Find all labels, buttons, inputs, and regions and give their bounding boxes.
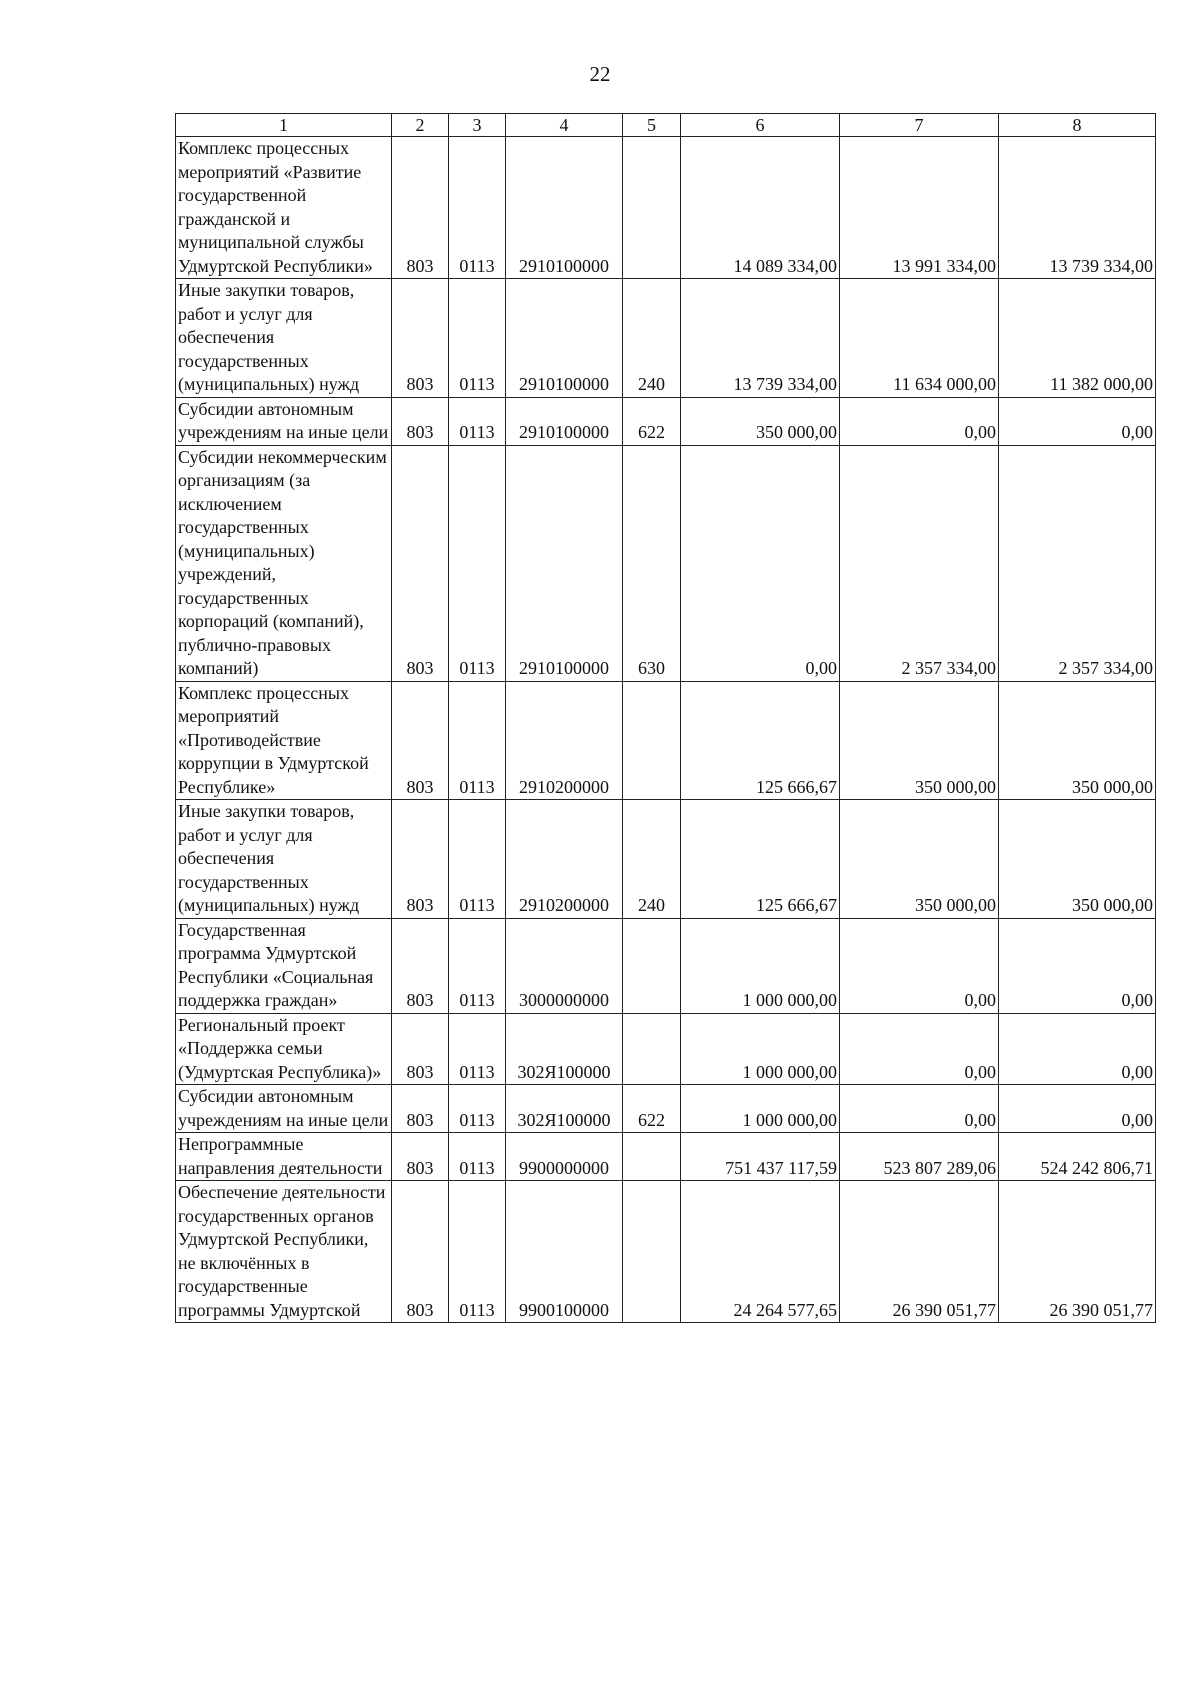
column-header-2: 2 xyxy=(392,114,449,137)
section-code-cell: 0113 xyxy=(449,1181,506,1323)
expense-type-cell: 240 xyxy=(623,279,681,398)
expense-type-cell xyxy=(623,1181,681,1323)
target-article-cell: 3000000000 xyxy=(506,918,623,1013)
target-article-cell: 2910100000 xyxy=(506,137,623,279)
target-article-cell: 302Я100000 xyxy=(506,1085,623,1133)
amount-col7-cell: 11 634 000,00 xyxy=(840,279,999,398)
amount-col8-cell: 350 000,00 xyxy=(999,681,1156,800)
amount-col8-cell: 11 382 000,00 xyxy=(999,279,1156,398)
column-header-7: 7 xyxy=(840,114,999,137)
target-article-cell: 302Я100000 xyxy=(506,1013,623,1085)
expense-type-cell xyxy=(623,1133,681,1181)
amount-col8-cell: 0,00 xyxy=(999,1013,1156,1085)
amount-col8-cell: 13 739 334,00 xyxy=(999,137,1156,279)
amount-col8-cell: 26 390 051,77 xyxy=(999,1181,1156,1323)
expense-type-cell: 622 xyxy=(623,1085,681,1133)
ved-code-cell: 803 xyxy=(392,445,449,681)
target-article-cell: 9900100000 xyxy=(506,1181,623,1323)
column-header-4: 4 xyxy=(506,114,623,137)
table-row xyxy=(176,800,1156,919)
amount-col6-cell: 1 000 000,00 xyxy=(681,1013,840,1085)
target-article-cell: 2910200000 xyxy=(506,681,623,800)
page-number: 22 xyxy=(589,62,611,86)
ved-code-cell: 803 xyxy=(392,1181,449,1323)
row-name-cell: Обеспечение деятельности государственных органов Удмуртской Республики, не включённых в государственные программы Удмуртской xyxy=(176,1181,392,1323)
table-row xyxy=(176,137,1156,279)
table-row xyxy=(176,681,1156,800)
table-body xyxy=(176,137,1156,1323)
table-row xyxy=(176,1181,1156,1323)
header-row xyxy=(176,114,1156,137)
amount-col7-cell: 0,00 xyxy=(840,918,999,1013)
ved-code-cell: 803 xyxy=(392,137,449,279)
ved-code-cell: 803 xyxy=(392,800,449,919)
expense-type-cell xyxy=(623,681,681,800)
ved-code-cell: 803 xyxy=(392,1133,449,1181)
budget-table xyxy=(175,113,1156,1323)
expense-type-cell xyxy=(623,918,681,1013)
section-code-cell: 0113 xyxy=(449,397,506,445)
amount-col7-cell: 26 390 051,77 xyxy=(840,1181,999,1323)
row-name-cell: Иные закупки товаров, работ и услуг для обеспечения государственных (муниципальных) нужд xyxy=(176,800,392,919)
amount-col6-cell: 751 437 117,59 xyxy=(681,1133,840,1181)
column-header-3: 3 xyxy=(449,114,506,137)
target-article-cell: 9900000000 xyxy=(506,1133,623,1181)
row-name-cell: Субсидии некоммерческим организациям (за исключением государственных (муниципальных) учреждений, государственных корпораций (компаний), публично-правовых компаний) xyxy=(176,445,392,681)
amount-col7-cell: 0,00 xyxy=(840,1013,999,1085)
section-code-cell: 0113 xyxy=(449,800,506,919)
amount-col7-cell: 0,00 xyxy=(840,397,999,445)
row-name-cell: Государственная программа Удмуртской Республики «Социальная поддержка граждан» xyxy=(176,918,392,1013)
amount-col7-cell: 350 000,00 xyxy=(840,681,999,800)
column-header-8: 8 xyxy=(999,114,1156,137)
ved-code-cell: 803 xyxy=(392,1085,449,1133)
ved-code-cell: 803 xyxy=(392,681,449,800)
table-row xyxy=(176,1133,1156,1181)
target-article-cell: 2910100000 xyxy=(506,397,623,445)
section-code-cell: 0113 xyxy=(449,1013,506,1085)
amount-col7-cell: 2 357 334,00 xyxy=(840,445,999,681)
expense-type-cell: 622 xyxy=(623,397,681,445)
amount-col7-cell: 350 000,00 xyxy=(840,800,999,919)
section-code-cell: 0113 xyxy=(449,445,506,681)
amount-col8-cell: 0,00 xyxy=(999,397,1156,445)
table-row xyxy=(176,445,1156,681)
ved-code-cell: 803 xyxy=(392,397,449,445)
expense-type-cell: 630 xyxy=(623,445,681,681)
amount-col6-cell: 350 000,00 xyxy=(681,397,840,445)
column-header-5: 5 xyxy=(623,114,681,137)
column-header-6: 6 xyxy=(681,114,840,137)
amount-col8-cell: 0,00 xyxy=(999,1085,1156,1133)
target-article-cell: 2910100000 xyxy=(506,279,623,398)
amount-col6-cell: 14 089 334,00 xyxy=(681,137,840,279)
amount-col8-cell: 2 357 334,00 xyxy=(999,445,1156,681)
amount-col7-cell: 13 991 334,00 xyxy=(840,137,999,279)
expense-type-cell: 240 xyxy=(623,800,681,919)
table-row xyxy=(176,279,1156,398)
target-article-cell: 2910100000 xyxy=(506,445,623,681)
table-row xyxy=(176,918,1156,1013)
amount-col7-cell: 0,00 xyxy=(840,1085,999,1133)
ved-code-cell: 803 xyxy=(392,1013,449,1085)
ved-code-cell: 803 xyxy=(392,279,449,398)
column-header-1: 1 xyxy=(176,114,392,137)
row-name-cell: Комплекс процессных мероприятий «Развитие государственной гражданской и муниципальной службы Удмуртской Республики» xyxy=(176,137,392,279)
row-name-cell: Субсидии автономным учреждениям на иные цели xyxy=(176,397,392,445)
amount-col6-cell: 13 739 334,00 xyxy=(681,279,840,398)
amount-col6-cell: 125 666,67 xyxy=(681,800,840,919)
amount-col8-cell: 350 000,00 xyxy=(999,800,1156,919)
section-code-cell: 0113 xyxy=(449,137,506,279)
amount-col7-cell: 523 807 289,06 xyxy=(840,1133,999,1181)
amount-col6-cell: 1 000 000,00 xyxy=(681,1085,840,1133)
section-code-cell: 0113 xyxy=(449,918,506,1013)
amount-col6-cell: 24 264 577,65 xyxy=(681,1181,840,1323)
amount-col8-cell: 524 242 806,71 xyxy=(999,1133,1156,1181)
amount-col6-cell: 0,00 xyxy=(681,445,840,681)
section-code-cell: 0113 xyxy=(449,681,506,800)
row-name-cell: Субсидии автономным учреждениям на иные цели xyxy=(176,1085,392,1133)
amount-col8-cell: 0,00 xyxy=(999,918,1156,1013)
table-row xyxy=(176,1085,1156,1133)
row-name-cell: Иные закупки товаров, работ и услуг для обеспечения государственных (муниципальных) нужд xyxy=(176,279,392,398)
target-article-cell: 2910200000 xyxy=(506,800,623,919)
row-name-cell: Комплекс процессных мероприятий «Противодействие коррупции в Удмуртской Республике» xyxy=(176,681,392,800)
amount-col6-cell: 125 666,67 xyxy=(681,681,840,800)
expense-type-cell xyxy=(623,137,681,279)
section-code-cell: 0113 xyxy=(449,279,506,398)
amount-col6-cell: 1 000 000,00 xyxy=(681,918,840,1013)
table-row xyxy=(176,1013,1156,1085)
expense-type-cell xyxy=(623,1013,681,1085)
ved-code-cell: 803 xyxy=(392,918,449,1013)
section-code-cell: 0113 xyxy=(449,1085,506,1133)
section-code-cell: 0113 xyxy=(449,1133,506,1181)
row-name-cell: Региональный проект «Поддержка семьи (Удмуртская Республика)» xyxy=(176,1013,392,1085)
table-row xyxy=(176,397,1156,445)
row-name-cell: Непрограммные направления деятельности xyxy=(176,1133,392,1181)
